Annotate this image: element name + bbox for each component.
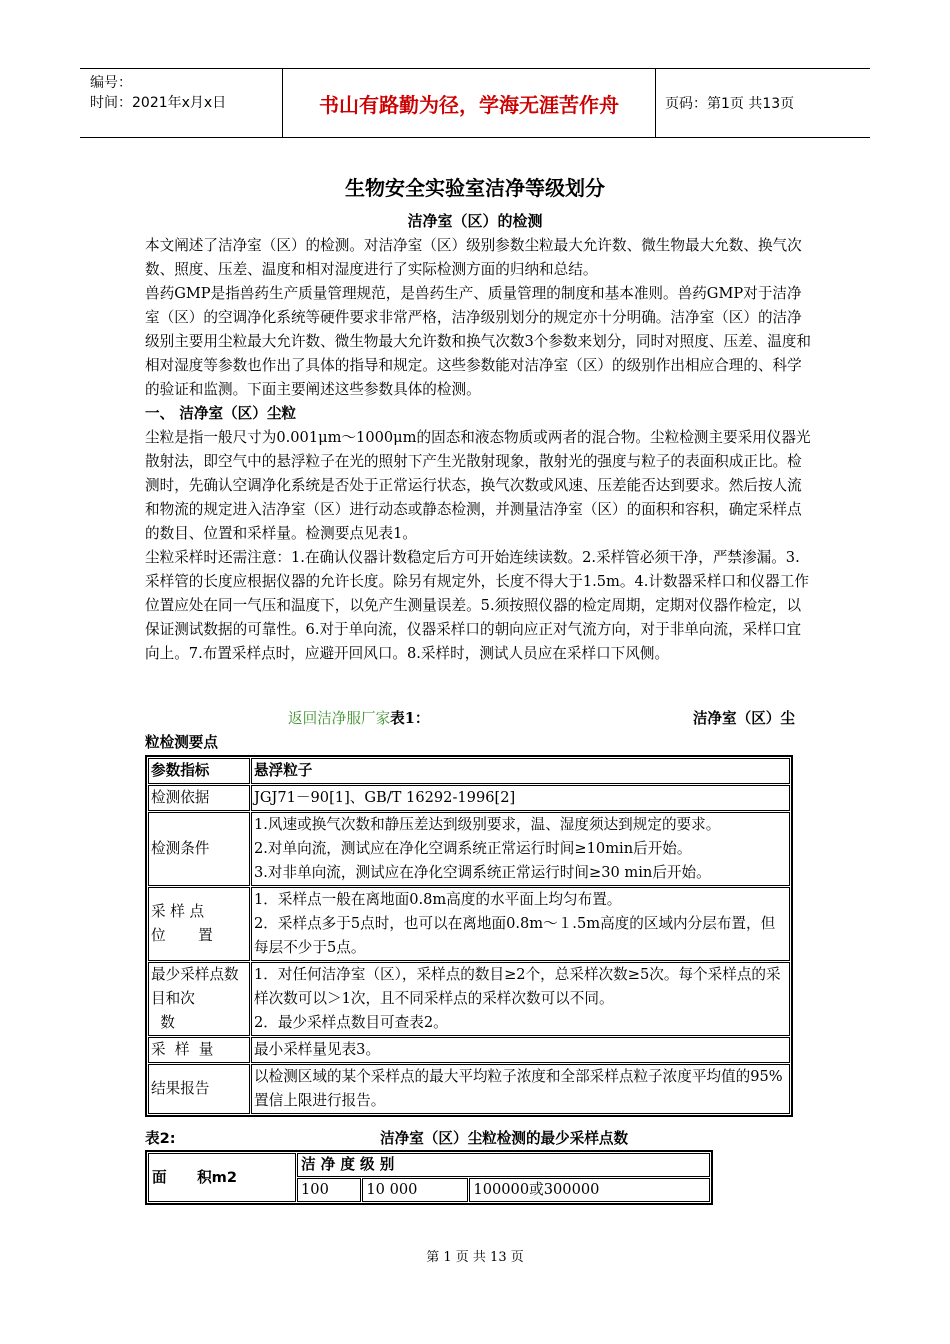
value-line: 最小采样量见表3。: [254, 1041, 381, 1058]
header-motto: 书山有路勤为径，学海无涯苦作舟: [319, 92, 619, 117]
parameter-cell: [148, 962, 250, 1036]
table-header-row: [148, 758, 790, 784]
parameter-cell: 检测依据: [148, 785, 250, 811]
document-time-label: 时间：2021年x月x日: [90, 95, 227, 111]
parameter-line: 采 样 点: [151, 903, 205, 920]
value-cell: [251, 785, 790, 811]
area-header-cell: 面 积m2: [148, 1153, 296, 1202]
header-divider: [655, 69, 656, 137]
dust-detection-table: [145, 755, 793, 1117]
body-paragraph: 尘粒采样时还需注意：1.在确认仪器计数稳定后方可开始连续读数。2.采样管必须干净，严禁渗漏。3.采样管的长度应根据仪器的允许长度。除另有规定外，长度不得大于1.5m。4.计数器采样口和仪器工作位置应处在同一气压和温度下，以免产生测量误差。5.须按照仪器的检定周期，定期对仪器作检定，以保证测试数据的可靠性。6.对于单向流，仪器采样口的朝向应正对气流方向，对于非单向流，采样口宜向上。7.布置采样点时，应避开回风口。8.采样时，测试人员应在采样口下风侧。: [145, 549, 809, 662]
table-row: [148, 887, 790, 961]
class-cell: 100000或300000: [469, 1178, 710, 1202]
body-paragraph: 本文阐述了洁净室（区）的检测。对洁净室（区）级别参数尘粒最大允许数、微生物最大允数、换气次数、照度、压差、温度和相对湿度进行了实际检测方面的归纳和总结。: [145, 237, 802, 278]
table2-title: 洁净室（区）尘粒检测的最少采样点数: [380, 1130, 629, 1147]
header-page-info: 页码：第1页 共13页: [665, 96, 795, 112]
parameter-cell: [148, 887, 250, 961]
value-cell: [251, 1037, 790, 1063]
table1-caption: [145, 707, 795, 755]
value-line: 1．采样点一般在离地面0.8m高度的水平面上均匀布置。: [254, 891, 622, 908]
value-line: JGJ71－90[1]、GB/T 16292-1996[2]: [254, 789, 516, 806]
value-line: 1．对任何洁净室（区），采样点的数目≥2个，总采样次数≥5次。每个采样点的采样次数可以＞1次，且不同采样点的采样次数可以不同。: [254, 966, 781, 1007]
table2-caption: [145, 1127, 795, 1148]
header-meta: [90, 73, 280, 113]
value-line: 2．最少采样点数目可查表2。: [254, 1014, 448, 1031]
value-cell: [251, 1064, 790, 1114]
parameter-line: 最少采样点数: [151, 966, 239, 983]
table-row: [148, 785, 790, 811]
document-body: [145, 234, 813, 666]
table-header-row: [148, 1153, 710, 1177]
table-row: [148, 1037, 790, 1063]
section-heading: 一、 洁净室（区）尘粒: [145, 405, 297, 422]
parameter-line: 目和次: [151, 990, 195, 1007]
parameter-line: 位 置: [151, 927, 213, 944]
body-paragraph: 兽药GMP是指兽药生产质量管理规范，是兽药生产、质量管理的制度和基本准则。兽药GMP对于洁净室（区）的空调净化系统等硬件要求非常严格，洁净级别划分的规定亦十分明确。洁净室（区）的洁净级别主要用尘粒最大允许数、微生物最大允许数和换气次数3个参数来划分，同时对照度、压差、温度和相对湿度等参数也作出了具体的指导和规定。这些参数能对洁净室（区）的级别作出相应合理的、科学的验证和监测。下面主要阐述这些参数具体的检测。: [145, 285, 812, 398]
table-row: [148, 962, 790, 1036]
value-cell: [251, 887, 790, 961]
table2-label: 表2:: [145, 1130, 176, 1147]
document-number-label: 编号：: [90, 75, 132, 91]
table-header-cell: 参数指标: [148, 758, 250, 784]
cleanliness-class-header-cell: 洁 净 度 级 别: [297, 1153, 710, 1177]
page-footer: 第 1 页 共 13 页: [426, 1250, 524, 1265]
parameter-cell: 检测条件: [148, 812, 250, 886]
table-header-cell: 悬浮粒子: [251, 758, 790, 784]
class-cell: 10 000: [362, 1178, 468, 1202]
table1-title: 洁净室（区）尘: [692, 710, 795, 727]
table-row: [148, 1064, 790, 1114]
body-paragraph: 尘粒是指一般尺寸为0.001μm～1000μm的固态和液态物质或两者的混合物。尘粒检测主要采用仪器光散射法，即空气中的悬浮粒子在光的照射下产生光散射现象，散射光的强度与粒子的表面积成正比。检测时，先确认空调净化系统是否处于正常运行状态，换气次数或风速、压差能否达到要求。然后按人流和物流的规定进入洁净室（区）进行动态或静态检测，并测量洁净室（区）的面积和容积，确定采样点的数目、位置和采样量。检测要点见表1。: [145, 429, 811, 542]
table1-label: 表1：: [390, 710, 430, 727]
document-title: 生物安全实验室洁净等级划分: [345, 176, 605, 200]
parameter-cell: 采 样 量: [148, 1037, 250, 1063]
class-cell: 100: [297, 1178, 361, 1202]
value-line: 1.风速或换气次数和静压差达到级别要求，温、湿度须达到规定的要求。: [254, 816, 721, 833]
section-subtitle: 洁净室（区）的检测: [407, 212, 543, 230]
value-line: 2．采样点多于5点时，也可以在离地面0.8m～１.5m高度的区域内分层布置，但每层不少于5点。: [254, 915, 776, 956]
parameter-cell: 结果报告: [148, 1064, 250, 1114]
page-header: [80, 68, 870, 138]
value-line: 以检测区域的某个采样点的最大平均粒子浓度和全部采样点粒子浓度平均值的95%置信上限进行报告。: [254, 1068, 783, 1109]
parameter-line: 数: [151, 1014, 175, 1031]
table1-title-continued: 粒检测要点: [145, 734, 218, 751]
back-to-manufacturer-link[interactable]: 返回洁净服厂家: [288, 710, 391, 727]
value-line: 2.对单向流，测试应在净化空调系统正常运行时间≥10min后开始。: [254, 840, 692, 857]
value-line: 3.对非单向流，测试应在净化空调系统正常运行时间≥30 min后开始。: [254, 864, 711, 881]
table-row: [148, 812, 790, 886]
min-sampling-points-table: [145, 1150, 713, 1205]
value-cell: [251, 962, 790, 1036]
value-cell: [251, 812, 790, 886]
